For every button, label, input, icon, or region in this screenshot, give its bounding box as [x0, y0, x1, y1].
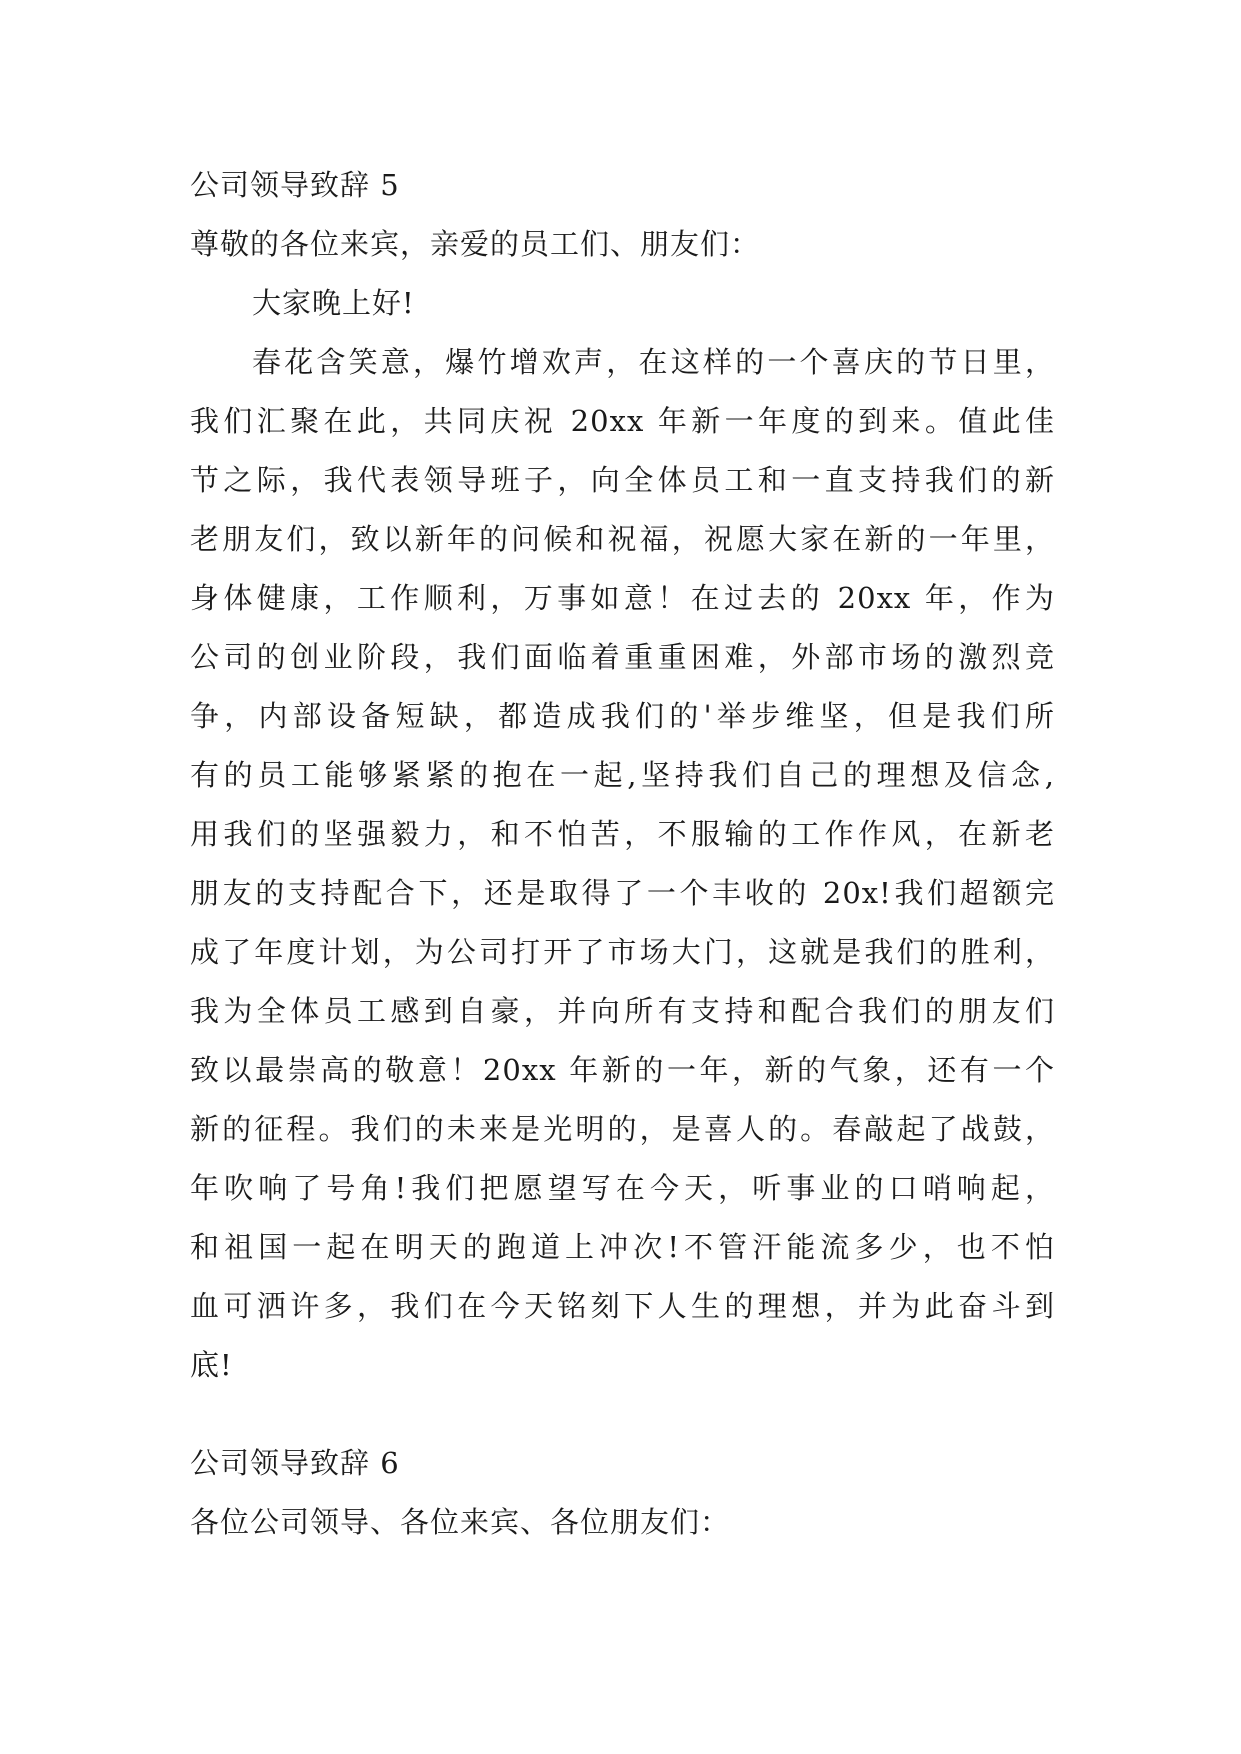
paragraph-line: 节之际，我代表领导班子，向全体员工和一直支持我们的新 [190, 463, 1055, 497]
paragraph-line: 我为全体员工感到自豪，并向所有支持和配合我们的朋友们 [190, 994, 1055, 1028]
paragraph-line: 朋友的支持配合下，还是取得了一个丰收的 20x!我们超额完 [190, 876, 1055, 910]
speech-section-5 [190, 156, 1055, 1395]
speech-paragraph [190, 333, 1055, 1395]
greeting: 大家晚上好! [252, 286, 415, 320]
paragraph-line: 和祖国一起在明天的跑道上冲次!不管汗能流多少，也不怕 [190, 1230, 1055, 1264]
paragraph-line: 血可洒许多，我们在今天铭刻下人生的理想，并为此奋斗到 [190, 1289, 1055, 1323]
paragraph-line: 公司的创业阶段，我们面临着重重困难，外部市场的激烈竞 [190, 640, 1055, 674]
paragraph-line: 年吹响了号角!我们把愿望写在今天，听事业的口哨响起， [190, 1171, 1055, 1205]
paragraph-line: 底! [190, 1348, 233, 1382]
paragraph-line: 春花含笑意，爆竹增欢声，在这样的一个喜庆的节日里， [252, 345, 1055, 379]
paragraph-line: 成了年度计划，为公司打开了市场大门，这就是我们的胜利， [190, 935, 1055, 969]
salutation: 各位公司领导、各位来宾、各位朋友们： [190, 1505, 731, 1539]
paragraph-line: 用我们的坚强毅力，和不怕苦，不服输的工作作风，在新老 [190, 817, 1055, 851]
paragraph-line: 我们汇聚在此，共同庆祝 20xx 年新一年度的到来。值此佳 [190, 404, 1055, 438]
paragraph-line: 身体健康，工作顺利，万事如意！在过去的 20xx 年，作为 [190, 581, 1055, 615]
speech-section-6 [190, 1434, 1055, 1552]
paragraph-line: 争，内部设备短缺，都造成我们的'举步维坚，但是我们所 [190, 699, 1055, 733]
salutation: 尊敬的各位来宾，亲爱的员工们、朋友们： [190, 227, 761, 261]
section-title: 公司领导致辞 6 [190, 1446, 400, 1480]
section-title: 公司领导致辞 5 [190, 168, 400, 202]
paragraph-line: 老朋友们，致以新年的问候和祝福，祝愿大家在新的一年里， [190, 522, 1055, 556]
paragraph-line: 致以最崇高的敬意！20xx 年新的一年，新的气象，还有一个 [190, 1053, 1055, 1087]
paragraph-line: 有的员工能够紧紧的抱在一起,坚持我们自己的理想及信念, [190, 758, 1055, 792]
paragraph-line: 新的征程。我们的未来是光明的，是喜人的。春敲起了战鼓， [190, 1112, 1055, 1146]
